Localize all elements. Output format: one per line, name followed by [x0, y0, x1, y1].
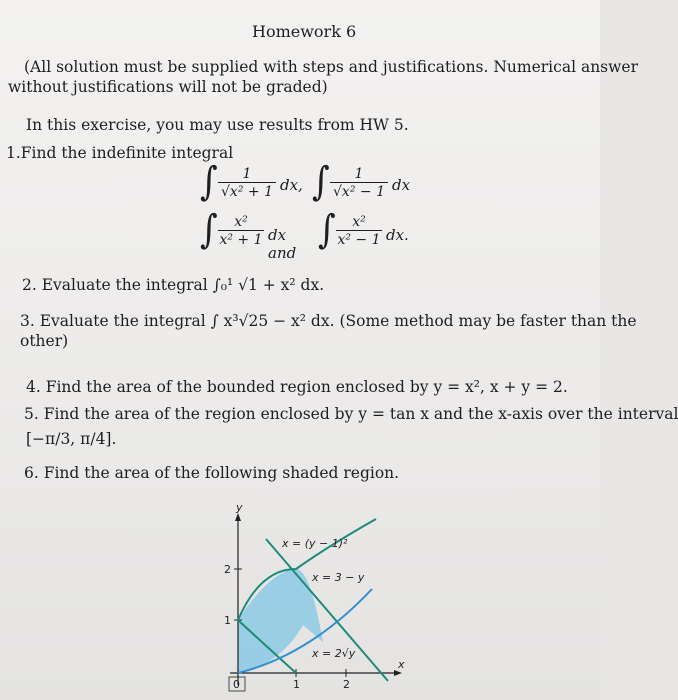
integral-1-tail: dx, — [280, 176, 303, 194]
curve2-label: x = 3 − y — [312, 571, 365, 584]
problem-2: 2. Evaluate the integral ∫₀¹ √1 + x² dx. — [22, 276, 325, 294]
problem-1: 1.Find the indefinite integral — [6, 144, 234, 162]
homework-page: Homework 6 (All solution must be supplied with steps and justifications. Numerical answer without justifications will not be graded) In this exercise, you may use results from HW 5. 1.Find the indefinite integral ∫ $\frac{1}{\text{√x² + 1}}$ dx, ∫ $\frac{1}{\text{√x² − 1}}$ dx ∫ $\frac{\text{x²}}{\text{x² + 1}}$ dx and ∫ $\frac{\text{x²}}{\text{x² − 1}}$ dx. 2. Evaluate the integral ∫₀¹ √1 + x² dx. 3. Evaluate the integral ∫ x³√25 − x² dx. (Some method may be faster than the other) 4. Find the area of the bounded region enclosed by y = x², x + y = 2. 5. Find the area of the region enclosed by y = tan x and the x-axis over the interval [−π/3, π/4]. 6. Find the area of the following shaded region. x = (y − 1)² x = 3 − y x = 2√y x y 0 1 2 1 2 — [0, 0, 600, 700]
problem-3-line-1: 3. Evaluate the integral ∫ x³√25 − x² dx. (Some method may be faster than the — [20, 312, 637, 330]
x-tick-label-0: 0 — [233, 678, 240, 691]
integral-2-tail: dx — [392, 176, 411, 194]
x-tick-label-2: 2 — [343, 678, 350, 691]
integral-2-numerator: 1 — [330, 166, 388, 183]
integral-4-tail: dx. — [386, 226, 409, 244]
y-tick-label-2: 2 — [224, 563, 231, 576]
shaded-region-figure — [200, 501, 410, 695]
axis-y-label: y — [236, 501, 243, 514]
note-line-1: (All solution must be supplied with steps and justifications. Numerical answer — [24, 58, 638, 76]
curve3-label: x = 2√y — [312, 647, 356, 660]
page-title: Homework 6 — [252, 22, 357, 41]
integral-4-denominator: x² − 1 — [337, 232, 381, 248]
integral-2-denominator: √x² − 1 — [333, 184, 385, 200]
problem-5-line-2: [−π/3, π/4]. — [26, 430, 117, 448]
problem-3-line-2: other) — [20, 332, 69, 350]
problem-4: 4. Find the area of the bounded region enclosed by y = x², x + y = 2. — [26, 378, 568, 396]
y-tick-label-1: 1 — [224, 614, 231, 627]
x-tick-label-1: 1 — [293, 678, 300, 691]
problem-6: 6. Find the area of the following shaded region. — [24, 464, 400, 482]
intro-text: In this exercise, you may use results from HW 5. — [26, 116, 409, 134]
curve1-label: x = (y − 1)² — [282, 537, 348, 550]
integral-3-denominator: x² + 1 — [219, 232, 263, 248]
integral-1-denominator: √x² + 1 — [221, 184, 273, 200]
integral-1-numerator: 1 — [218, 166, 276, 183]
y-axis-arrow — [235, 513, 241, 521]
integral-3-tail: dx and — [268, 226, 297, 262]
integral-4-numerator: x² — [336, 214, 382, 231]
axis-x-label: x — [398, 658, 405, 671]
note-line-2: without justifications will not be graded) — [8, 78, 328, 96]
integral-3-numerator: x² — [218, 214, 264, 231]
problem-5-line-1: 5. Find the area of the region enclosed by y = tan x and the x-axis over the interval — [24, 405, 678, 423]
